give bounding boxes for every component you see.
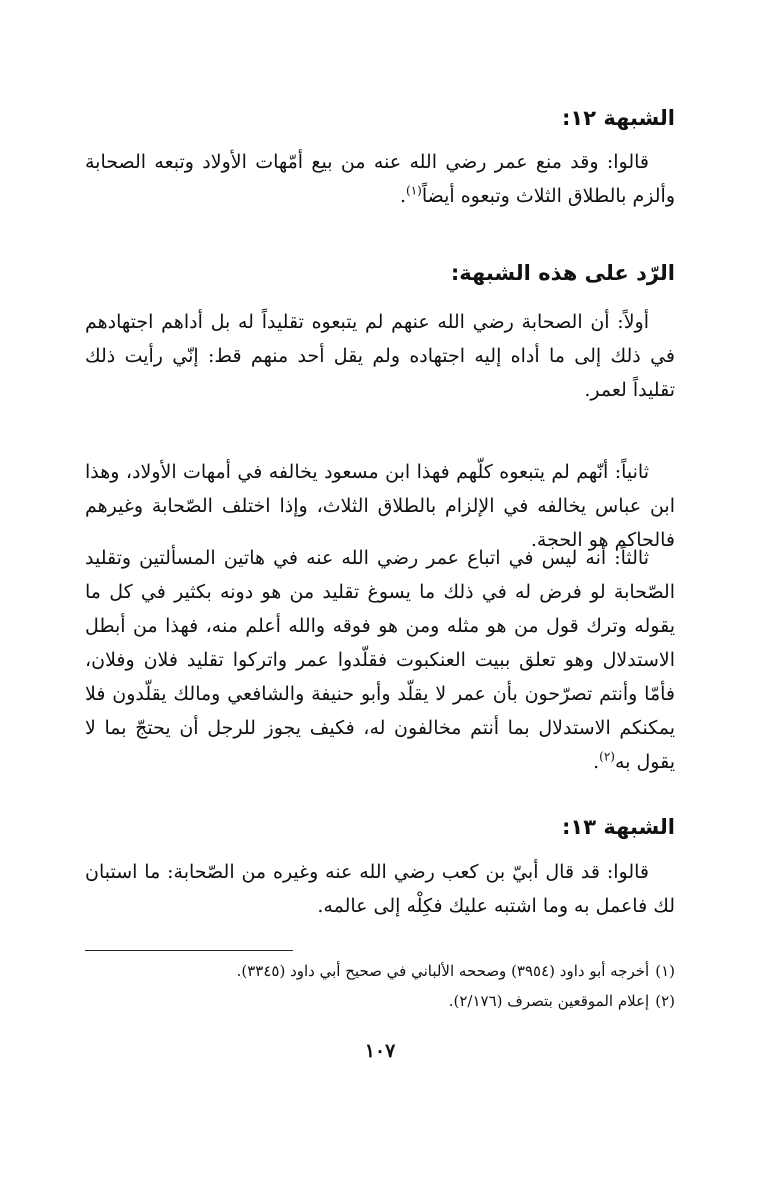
footnote-1	[85, 960, 675, 982]
paragraph-text: أولاً: أن الصحابة رضي الله عنهم لم يتبعوه تقليداً له بل أداهم اجتهادهم في ذلك إلى ما أداه إليه اجتهاده ولم يقل أحد منهم قط: إنّي رأيت ذلك تقليداً لعمر.	[85, 311, 675, 401]
footnote-number: (١)	[655, 962, 675, 980]
footnote-text: أخرجه أبو داود (٣٩٥٤) وصححه الألباني في صحيح أبي داود (٣٣٤٥).	[236, 962, 650, 980]
footnote-text: إعلام الموقعين بتصرف (٢/١٧٦).	[448, 992, 650, 1010]
section-heading-shubha-13: الشبهة ١٣:	[562, 815, 675, 839]
response-point-3	[85, 541, 675, 779]
paragraph-text: قالوا: قد قال أبيّ بن كعب رضي الله عنه وغيره من الصّحابة: ما استبان لك فاعمل به وما اشتبه عليك فكِلْه إلى عالمه.	[85, 861, 675, 917]
paragraph-text: ثالثاً: أنه ليس في اتباع عمر رضي الله عنه في هاتين المسألتين وتقليد الصّحابة لو فرض له في ذلك ما يسوغ تقليد من هو دونه بكثير في كل ما يقوله وترك قول من هو مثله ومن هو فوقه والله أعلم منه، فهذا من أبطل الاستدلال وهو تعلق ببيت العنكبوت فقلّدوا عمر واتركوا تقليد فلان وفلان، فأمّا وأنتم تصرّحون بأن عمر لا يقلّد وأبو حنيفة والشافعي ومالك يقلّدون فلا يمكنكم الاستدلال بما أنتم مخالفون له، فكيف يجوز للرجل أن يحتجّ بما لا يقول به	[85, 547, 675, 773]
paragraph-tail: .	[399, 185, 406, 207]
paragraph-tail: .	[593, 751, 600, 773]
section-heading-shubha-12: الشبهة ١٢:	[562, 106, 675, 130]
section-heading-response: الرّد على هذه الشبهة:	[450, 261, 675, 285]
footnote-ref-1: (١)	[406, 183, 422, 198]
footnote-ref-2: (٢)	[599, 749, 615, 764]
shubha-13-claim	[85, 855, 675, 923]
book-page	[85, 0, 675, 1195]
page-number: ١٠٧	[364, 1040, 396, 1062]
paragraph-text: ثانياً: أنّهم لم يتبعوه كلّهم فهذا ابن مسعود يخالفه في أمهات الأولاد، وهذا ابن عباس يخالفه في الإلزام بالطلاق الثلاث، وإذا اختلف الصّحابة وغيرهم فالحاكم هو الحجة.	[85, 461, 675, 551]
footnote-divider	[85, 950, 293, 951]
shubha-12-claim	[85, 145, 675, 213]
footnote-2	[85, 990, 675, 1012]
footnote-number: (٢)	[655, 992, 675, 1010]
response-point-1	[85, 305, 675, 407]
paragraph-text: قالوا: وقد منع عمر رضي الله عنه من بيع أمّهات الأولاد وتبعه الصحابة وألزم بالطلاق الثلاث وتبعوه أيضاً	[85, 151, 675, 207]
